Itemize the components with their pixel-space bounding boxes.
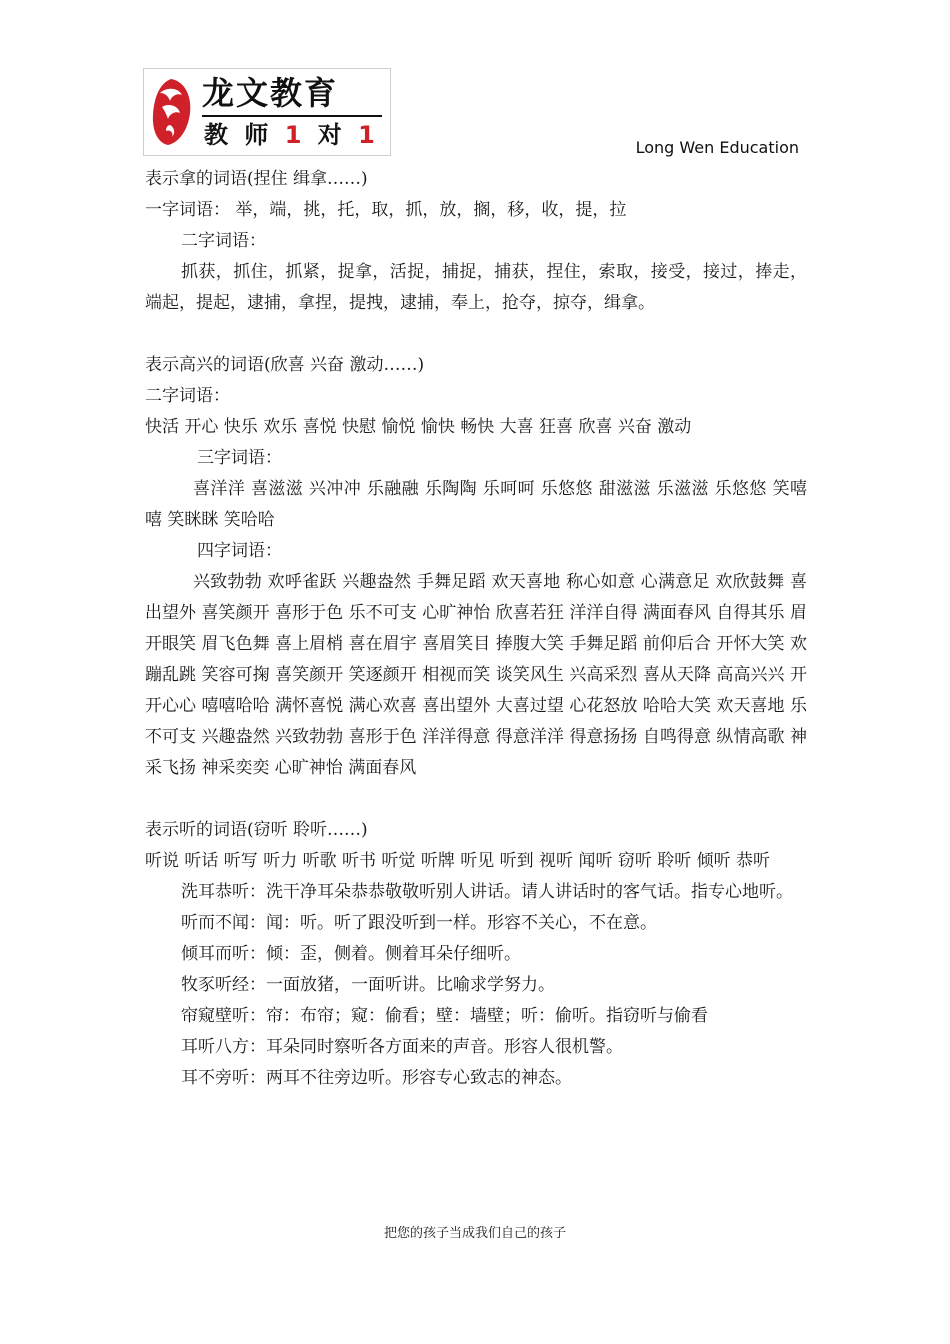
logo-subtitle: [204, 119, 379, 151]
listen-idiom: 听而不闻：闻：听。听了跟没听到一样。形容不关心，不在意。: [181, 913, 657, 933]
section-title-happy: 表示高兴的词语(欣喜 兴奋 激动……): [145, 355, 425, 375]
logo-subtitle-number: 1: [284, 121, 306, 149]
page-header: [143, 68, 805, 158]
document-body: [145, 164, 807, 1094]
listen-idiom: 耳听八方：耳朵同时察听各方面来的声音。形容人很机警。: [181, 1037, 623, 1057]
happy-two-char-words: 快活 开心 快乐 欢乐 喜悦 快慰 愉悦 愉快 畅快 大喜 狂喜 欣喜 兴奋 激动: [145, 417, 692, 437]
spacer: [145, 784, 807, 815]
take-two-char-label: 二字词语：: [181, 231, 266, 251]
spacer: [145, 319, 807, 350]
section-title-take: 表示拿的词语(捏住 缉拿……): [145, 169, 368, 189]
dragon-logo-icon: [148, 73, 194, 149]
listen-idiom: 耳不旁听：两耳不往旁边听。形容专心致志的神态。: [181, 1068, 572, 1088]
happy-four-char-words: 兴致勃勃 欢呼雀跃 兴趣盎然 手舞足蹈 欢天喜地 称心如意 心满意足 欢欣鼓舞 喜出望外 喜笑颜开 喜形于色 乐不可支 心旷神怡 欣喜若狂 洋洋自得 满面春风 自得其乐 眉开眼笑 眉飞色舞 喜上眉梢 喜在眉宇 喜眉笑目 捧腹大笑 手舞足蹈 前仰后合 开怀大笑 欢蹦乱跳 笑容可掬 喜笑颜开 笑逐颜开 相视而笑 谈笑风生 兴高采烈 喜从天降 高高兴兴 开开心心 嘻嘻哈哈 满怀喜悦 满心欢喜 喜出望外 大喜过望 心花怒放 哈哈大笑 欢天喜地 乐不可支 兴趣盎然 兴致勃勃 喜形于色 洋洋得意 得意洋洋 得意扬扬 自鸣得意 纵情高歌 神采飞扬 神采奕奕 心旷神怡 满面春风: [145, 572, 807, 778]
logo-subtitle-part: 对: [317, 121, 346, 149]
listen-idiom: 倾耳而听：倾：歪，侧着。侧着耳朵仔细听。: [181, 944, 521, 964]
happy-three-char-label: 三字词语：: [197, 448, 282, 468]
logo-divider: [202, 115, 382, 117]
listen-words: 听说 听话 听写 听力 听歌 听书 听觉 听牌 听见 听到 视听 闻听 窃听 聆听 倾听 恭听: [145, 851, 771, 871]
listen-idiom: 牧豕听经：一面放猪，一面听讲。比喻求学努力。: [181, 975, 555, 995]
happy-four-char-label: 四字词语：: [197, 541, 282, 561]
section-title-listen: 表示听的词语(窃听 聆听……): [145, 820, 368, 840]
take-one-char-words: 一字词语： 举，端，挑，托，取，抓，放，搁，移，收，提，拉: [145, 200, 627, 220]
happy-three-char-words: 喜洋洋 喜滋滋 兴冲冲 乐融融 乐陶陶 乐呵呵 乐悠悠 甜滋滋 乐滋滋 乐悠悠 笑嘻嘻 笑眯眯 笑哈哈: [145, 479, 807, 530]
page-footer: 把您的孩子当成我们自己的孩子: [383, 1226, 566, 1241]
logo-subtitle-number: 1: [358, 121, 379, 149]
listen-idiom: 帘窥壁听：帘：布帘；窥：偷看；壁：墙壁；听：偷听。指窃听与偷看: [181, 1006, 708, 1026]
listen-idiom: 洗耳恭听：洗干净耳朵恭恭敬敬听别人讲话。请人讲话时的客气话。指专心地听。: [181, 882, 793, 902]
take-two-char-words: 抓获，抓住，抓紧，捉拿，活捉，捕捉，捕获，捏住，索取，接受，接过，捧走，端起，提起，逮捕，拿捏，提拽，逮捕，奉上，抢夺，掠夺，缉拿。: [145, 262, 807, 313]
happy-two-char-label: 二字词语：: [145, 386, 230, 406]
logo-subtitle-part: 教 师: [204, 121, 273, 149]
brand-english: Long Wen Education: [635, 138, 799, 157]
logo-title: 龙文教育: [202, 74, 339, 112]
logo: [143, 68, 391, 156]
